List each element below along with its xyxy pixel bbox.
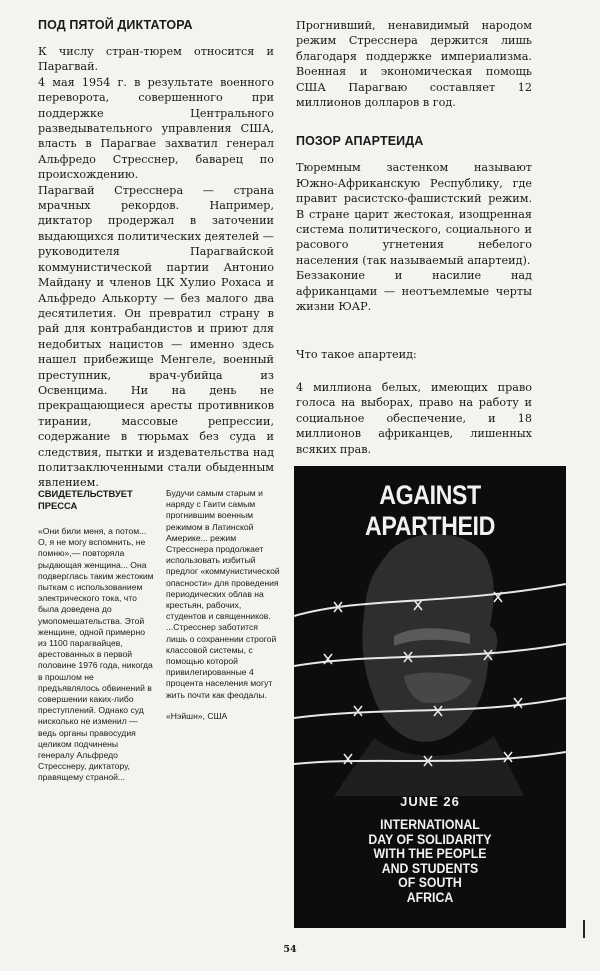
left-article: [38, 18, 274, 491]
press-quote-b-part2: ...Стресснер заботится лишь о сохранении строгой классовой системы, с помощью которой привилегированные 4 процента населения могут жить почти как феодалы.: [166, 622, 277, 700]
paragraph-intro: Прогнивший, ненавидимый народом режим Стресснера держится лишь благодаря поддержке империализма. Военная и экономическая помощь США Парагваю составляет 12 миллионов долларов в год.: [296, 19, 532, 110]
article-title-dictator: ПОД ПЯТОЙ ДИКТАТОРА: [38, 18, 193, 32]
poster-line: INTERNATIONAL: [380, 817, 480, 832]
press-quote-b: [166, 488, 280, 722]
poster-caption: [312, 818, 548, 906]
poster-line: DAY OF SOLIDARITY: [368, 831, 492, 847]
shoulders: [334, 736, 524, 796]
article-title-apartheid: ПОЗОР АПАРТЕИДА: [296, 134, 424, 149]
poster-line: AFRICA: [406, 889, 454, 905]
paragraph: К числу стран-тюрем относится и Парагвай.: [38, 45, 274, 74]
paragraph: Парагвай Стресснера — страна мрачных рекордов. Например, диктатор продержал в заточении выдающихся политических деятелей — руководителя Парагвайской коммунистической партии Антонио Майдану и членов ЦК Хулио Рохаса и Альфредо Алькорту — без малого два десятилетия. Он превратил страну в рай для контрабандистов и приют для недобитых нацистов — именно здесь нашел прибежище Менгеле, военный преступник, врач-убийца из Освенцима. Ни на день не прекращающиеся аресты противников тирании, массовые репрессии, содержание в тюрьмах без суда и следствия, пытки и издевательства над политзаключенными стали обыденным явлением.: [38, 183, 274, 490]
page-edge-mark: [583, 920, 585, 938]
press-quote-a: «Они били меня, а потом... О, я не могу вспомнить, не помню»,— повторяла рыдающая женщина... Она подверглась таким жестоким пыткам с использованием электрического тока, что была доведена до умопомешательства. Этой женщине, одной примерно из 1100 парагвайцев, арестованных в первой половине 1976 года, никогда в прошлом не предъявлялось обвинений в совершении каких-либо преступлений. Однако суд нисколько не изменил — ведь органы правосудия целиком подчинены генералу Альфредо Стресснеру, диктатору, правящему страной...: [38, 526, 154, 783]
paragraph: 4 мая 1954 г. в результате военного переворота, совершенного при поддержке Центрального разведывательного управления США, власть в Парагвае захватил генерал Альфредо Стресснер, баварец по происхождению.: [38, 75, 274, 182]
press-quote-b-part1: Будучи самым старым и наряду с Гаити самым прогнившим военным режимом в Латинской Америке... режим Стресснера продолжает использовать избитый предлог «коммунистической опасности» для проведения периодических облав на крестьян, рабочих, студентов и священников.: [166, 488, 280, 622]
press-heading: СВИДЕТЕЛЬСТВУЕТ ПРЕССА: [38, 488, 133, 511]
poster-date: JUNE 26: [400, 794, 460, 809]
poster-line: OF SOUTH: [398, 875, 462, 891]
poster-title: AGAINST APARTHEID: [365, 480, 495, 541]
paragraph: Тюремным застенком называют Южно-Африканскую Республику, где правит расистско-фашистский режим. В стране царит жестокая, изощренная система политического, социального и расового угнетения небелого населения (так называемый апартеид).: [296, 161, 532, 267]
poster-line: AND STUDENTS: [381, 860, 479, 876]
right-article: [296, 18, 532, 457]
apartheid-poster: [294, 466, 566, 928]
apartheid-question: Что такое апартеид:: [296, 347, 417, 361]
poster-line: WITH THE PEOPLE: [373, 846, 487, 862]
page-number: 54: [283, 944, 297, 955]
apartheid-answer: 4 миллиона белых, имеющих право голоса на выборах, право на работу и социальное обеспечение, и 18 миллионов африканцев, лишенных всяких прав.: [296, 380, 532, 456]
press-source: «Нэйшн», США: [166, 710, 228, 721]
paragraph: Беззаконие и насилие над африканцами — неотъемлемые черты жизни ЮАР.: [296, 269, 532, 314]
